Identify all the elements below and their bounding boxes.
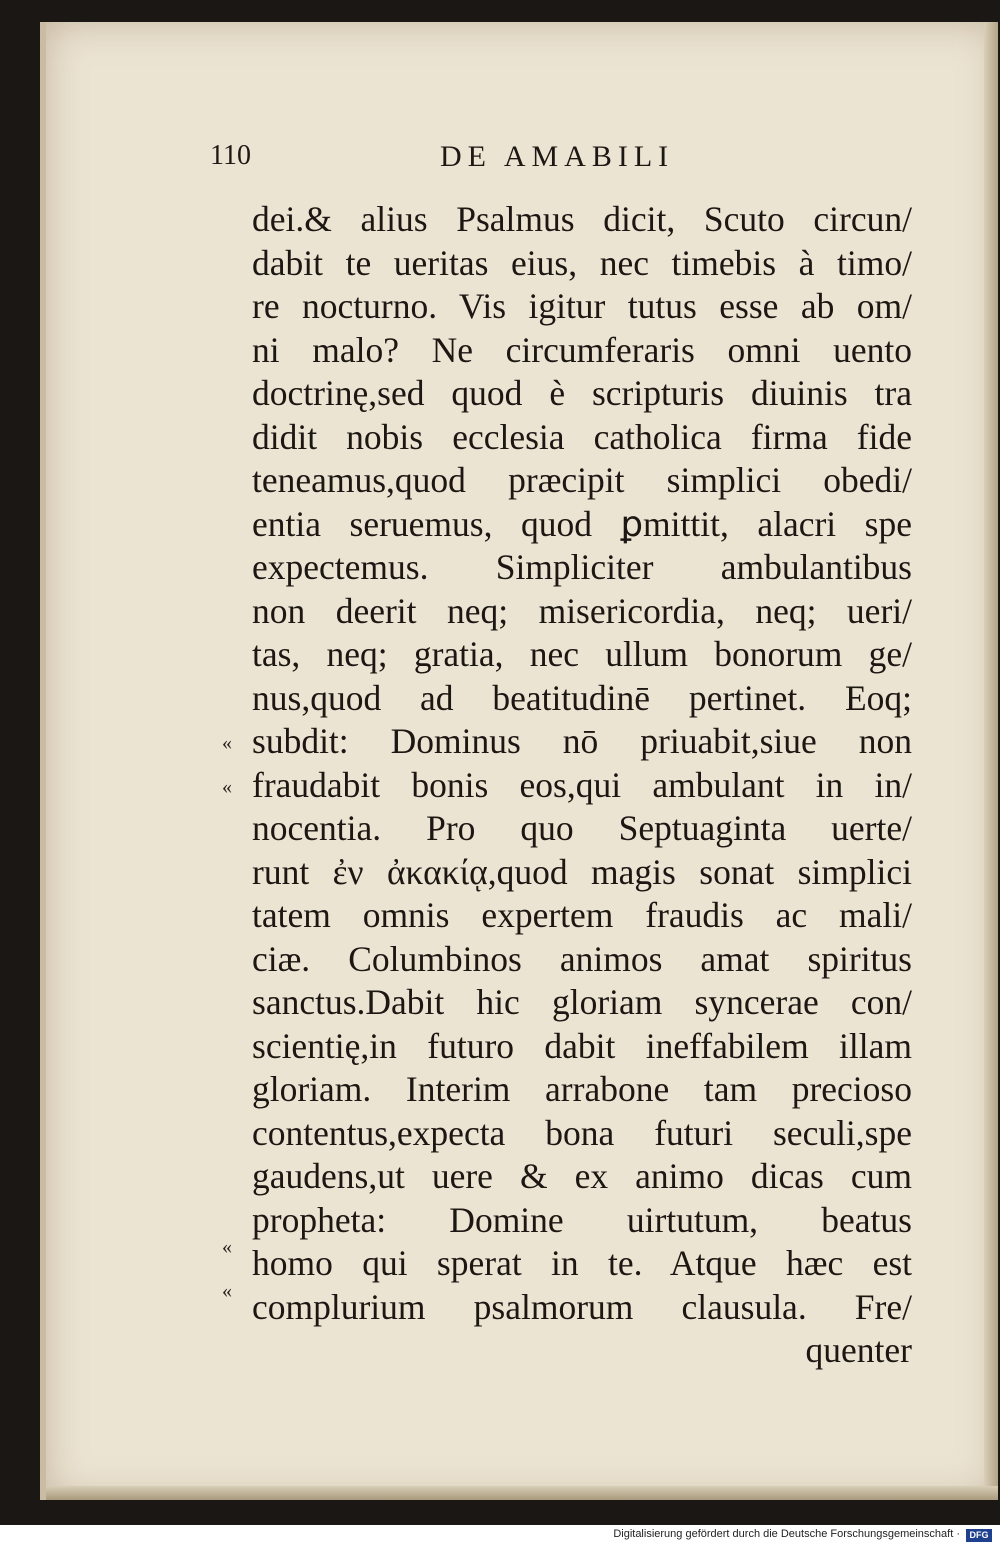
- body-text: [252, 198, 912, 1373]
- text-line: homo qui sperat in te. Atque hæc est: [252, 1243, 912, 1283]
- text-line: fraudabit bonis eos,qui ambulant in in/: [252, 764, 912, 805]
- text-line: doctrinę,sed quod è scripturis diuinis tra: [252, 373, 912, 413]
- text-line: entia seruemus, quod ꝑmittit, alacri spe: [252, 503, 912, 544]
- text-line: nocentia. Pro quo Septuaginta uerte/: [252, 808, 912, 848]
- text-line: non deerit neq; misericordia, neq; ueri/: [252, 590, 912, 631]
- funding-credit: Digitalisierung gefördert durch die Deutsche Forschungsgemeinschaft ·: [613, 1528, 960, 1540]
- text-line: tatem omnis expertem fraudis ac mali/: [252, 895, 912, 935]
- text-line: didit nobis ecclesia catholica firma fide: [252, 416, 912, 457]
- dfg-logo: DFG: [966, 1529, 992, 1542]
- text-line: scientię,in futuro dabit ineffabilem illam: [252, 1025, 912, 1066]
- text-line: teneamus,quod præcipit simplici obedi/: [252, 460, 912, 500]
- text-line: propheta: Domine uirtutum, beatus: [252, 1199, 912, 1240]
- footer-bar: [0, 1525, 1000, 1547]
- text-line: nus,quod ad beatitudinē pertinet. Eoq;: [252, 677, 912, 718]
- text-line: subdit: Dominus nō priuabit,siue non: [252, 721, 912, 761]
- running-title: DE AMABILI: [440, 140, 675, 173]
- text-line: sanctus.Dabit hic gloriam syncerae con/: [252, 982, 912, 1022]
- text-line: expectemus. Simpliciter ambulantibus: [252, 547, 912, 587]
- text-line: tas, neq; gratia, nec ullum bonorum ge/: [252, 634, 912, 674]
- quotation-margin-mark: «: [222, 776, 232, 798]
- page-edge-bottom: [46, 1486, 998, 1500]
- text-line: ciæ. Columbinos animos amat spiritus: [252, 938, 912, 979]
- quotation-margin-mark: «: [222, 1236, 232, 1258]
- text-line: gaudens,ut uere & ex animo dicas cum: [252, 1156, 912, 1196]
- text-line: gloriam. Interim arrabone tam precioso: [252, 1069, 912, 1109]
- quotation-margin-mark: «: [222, 732, 232, 754]
- page-edge-right: [984, 22, 998, 1500]
- text-line: re nocturno. Vis igitur tutus esse ab om/: [252, 286, 912, 326]
- text-line: ni malo? Ne circumferaris omni uento: [252, 329, 912, 370]
- text-line: complurium psalmorum clausula. Fre/: [252, 1286, 912, 1327]
- text-line: dabit te ueritas eius, nec timebis à timo/: [252, 242, 912, 283]
- quotation-margin-mark: «: [222, 1280, 232, 1302]
- text-line: dei.& alius Psalmus dicit, Scuto circun/: [252, 199, 912, 239]
- page-number: 110: [210, 140, 251, 171]
- running-head: [210, 140, 830, 180]
- catchword: quenter: [805, 1330, 912, 1370]
- text-line: contentus,expecta bona futuri seculi,spe: [252, 1112, 912, 1153]
- text-line: runt ἐν ἀκακίᾳ,quod magis sonat simplici: [252, 851, 912, 892]
